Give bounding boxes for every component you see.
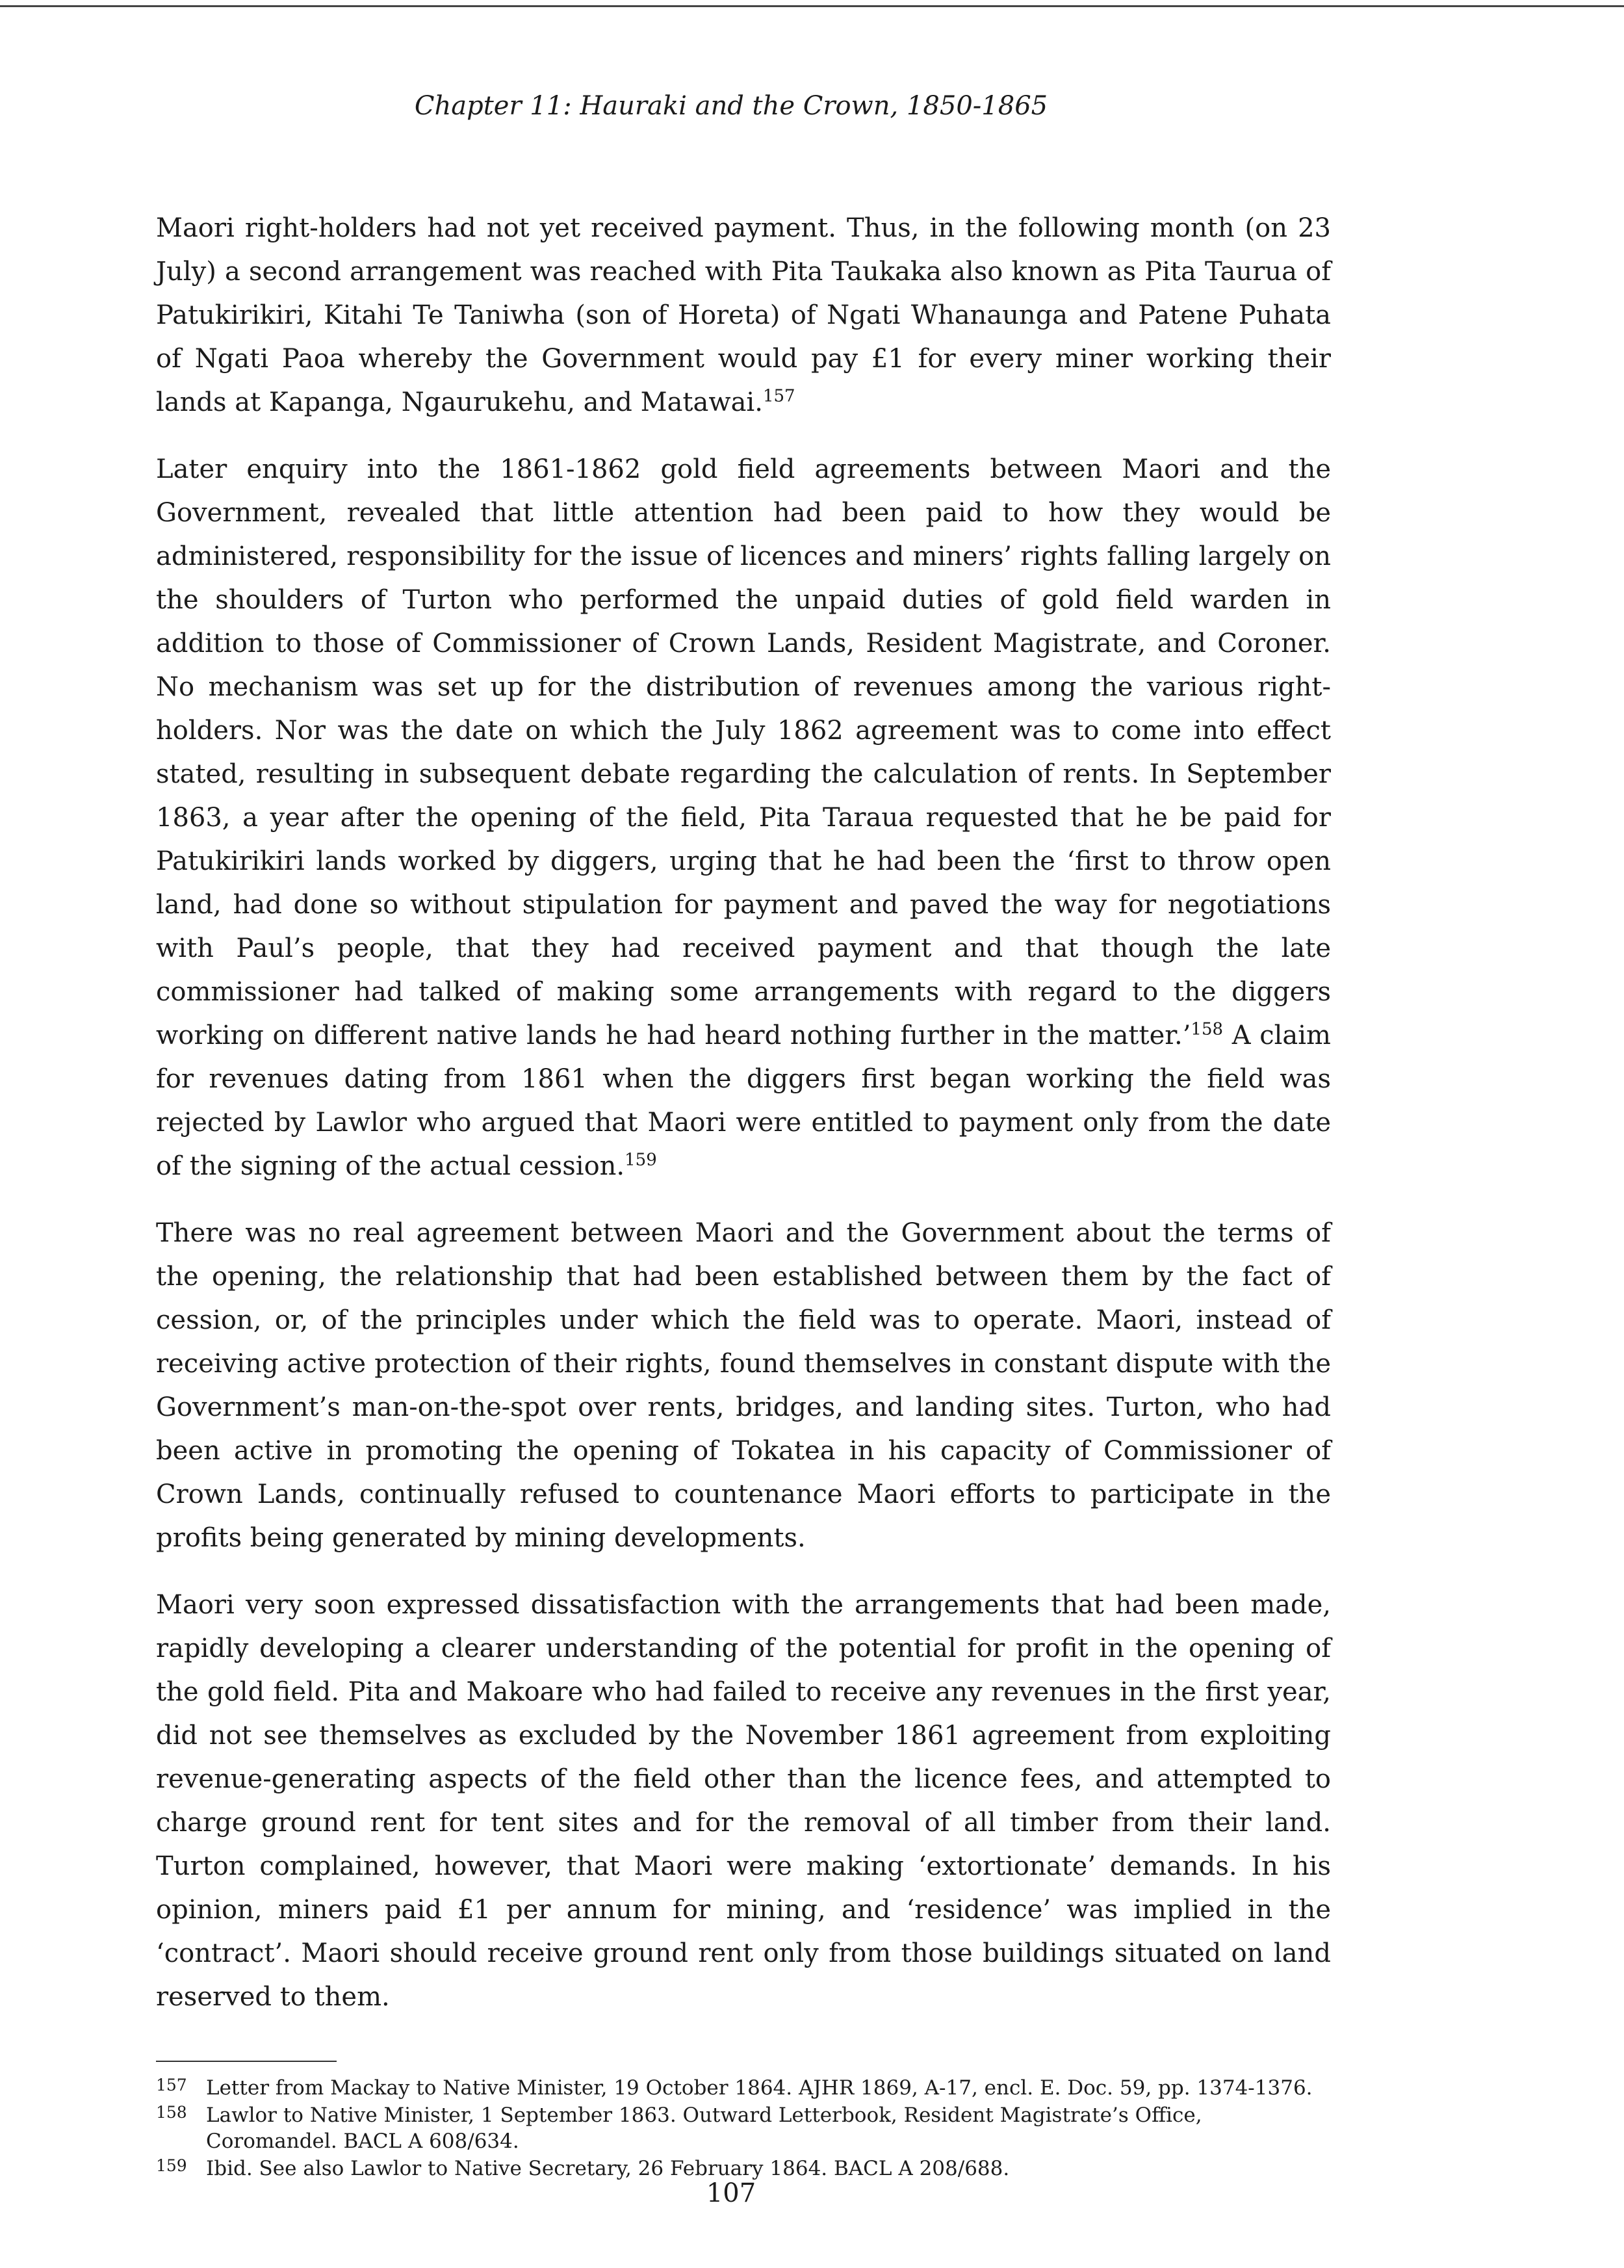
footnote-ref[interactable]: 157 (762, 386, 795, 406)
footnotes (156, 2075, 1331, 2183)
paragraph-2 (156, 448, 1331, 1188)
paragraph-4 (156, 1584, 1331, 2019)
footnote-text: Letter from Mackay to Native Minister, 19 October 1864. AJHR 1869, A-17, encl. E. Doc. 59, pp. 1374-1376. (206, 2076, 1313, 2100)
paragraph-text: A claim for revenues dating from 1861 when the diggers first began working the field was rejected by Lawlor who argued that Maori were entitled to payment only from the date of the signing of the actual cession. (156, 1021, 1331, 1181)
footnote-number: 159 (156, 2156, 187, 2175)
footnote-ref[interactable]: 158 (1191, 1019, 1224, 1039)
footnote-text: Lawlor to Native Minister, 1 September 1863. Outward Letterbook, Resident Magistrate’s Office, Coromandel. BACL A 608/634. (206, 2104, 1202, 2153)
page-number: 107 (706, 2178, 756, 2208)
paragraph-text: Maori very soon expressed dissatisfaction with the arrangements that had been made, rapidly developing a clearer understanding of the potential for profit in the opening of the gold field. Pita and Makoare who had failed to receive any revenues in the first year, did not see themselves as excluded by the November 1861 agreement from exploiting revenue-generating aspects of the field other than the licence fees, and attempted to charge ground rent for tent sites and for the removal of all timber from their land. Turton complained, however, that Maori were making ‘extortionate’ demands. In his opinion, miners paid £1 per annum for mining, and ‘residence’ was implied in the ‘contract’. Maori should receive ground rent only from those buildings situated on land reserved to them. (156, 1590, 1331, 2012)
paragraph-1 (156, 207, 1331, 424)
top-border-line (0, 5, 1624, 7)
footnote-number: 158 (156, 2103, 187, 2122)
footnote-158 (156, 2102, 1331, 2154)
running-head: Chapter 11: Hauraki and the Crown, 1850-1865 (414, 91, 1048, 121)
paragraph-text: Maori right-holders had not yet received payment. Thus, in the following month (on 23 July) a second arrangement was reached with Pita Taukaka also known as Pita Taurua of Patukirikiri, Kitahi Te Taniwha (son of Horeta) of Ngati Whanaunga and Patene Puhata of Ngati Paoa whereby the Government would pay £1 for every miner working their lands at Kapanga, Ngaurukehu, and Matawai. (156, 213, 1331, 417)
paragraph-3 (156, 1212, 1331, 1560)
body-text (156, 207, 1331, 2042)
paragraph-text: There was no real agreement between Maori and the Government about the terms of the opening, the relationship that had been established between them by the fact of cession, or, of the principles under which the field was to operate. Maori, instead of receiving active protection of their rights, found themselves in constant dispute with the Government’s man-on-the-spot over rents, bridges, and landing sites. Turton, who had been active in promoting the opening of Tokatea in his capacity of Commissioner of Crown Lands, continually refused to countenance Maori efforts to participate in the profits being generated by mining developments. (156, 1218, 1331, 1553)
footnote-157 (156, 2075, 1331, 2101)
footnote-number: 157 (156, 2076, 187, 2094)
paragraph-text: Later enquiry into the 1861-1862 gold field agreements between Maori and the Government, revealed that little attention had been paid to how they would be administered, responsibility for the issue of licences and miners’ rights falling largely on the shoulders of Turton who performed the unpaid duties of gold field warden in addition to those of Commissioner of Crown Lands, Resident Magistrate, and Coroner. No mechanism was set up for the distribution of revenues among the various right-holders. Nor was the date on which the July 1862 agreement was to come into effect stated, resulting in subsequent debate regarding the calculation of rents. In September 1863, a year after the opening of the field, Pita Taraua requested that he be paid for Patukirikiri lands worked by diggers, urging that he had been the ‘first to throw open land, had done so without stipulation for payment and paved the way for negotiations with Paul’s people, that they had received payment and that though the late commissioner had talked of making some arrangements with regard to the diggers working on different native lands he had heard nothing further in the matter.’ (156, 454, 1331, 1050)
footnote-divider (156, 2061, 337, 2062)
footnote-text: Ibid. See also Lawlor to Native Secretary, 26 February 1864. BACL A 208/688. (206, 2157, 1010, 2180)
footnote-ref[interactable]: 159 (625, 1150, 657, 1170)
